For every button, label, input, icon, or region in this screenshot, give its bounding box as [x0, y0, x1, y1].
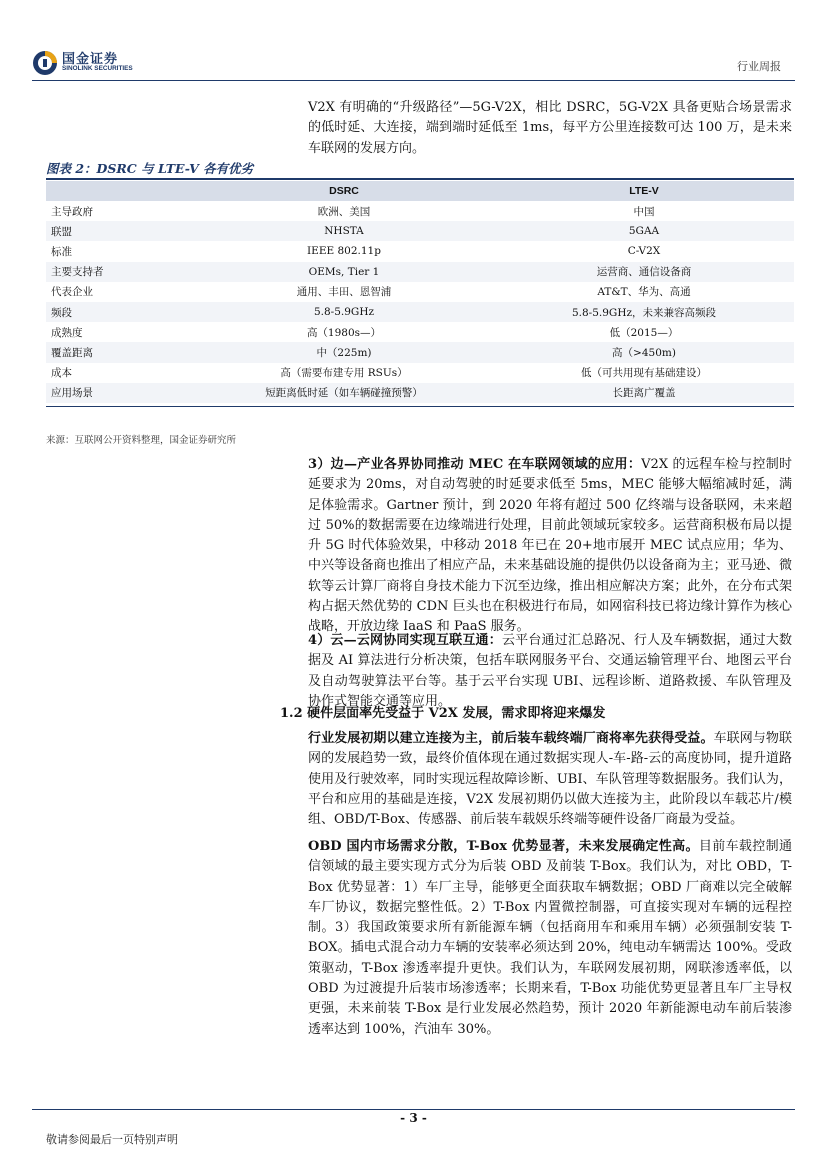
row-label-cell: 标准 — [51, 245, 72, 258]
ltev-cell: 运营商、通信设备商 — [494, 262, 794, 282]
paragraph-edge-mec — [308, 455, 792, 638]
section-heading: 1.2 硬件层面率先受益于 V2X 发展，需求即将迎来爆发 — [280, 706, 606, 721]
paragraph-lead: 3）边—产业各界协同推动 MEC 在车联网领域的应用： — [308, 457, 642, 472]
dsrc-cell: 高（1980s—） — [306, 326, 382, 339]
row-label-cell: 覆盖距离 — [46, 342, 194, 362]
paragraph-lead: 行业发展初期以建立连接为主，前后装车载终端厂商将率先获得受益。 — [308, 731, 714, 746]
ltev-cell: 中国 — [633, 205, 655, 218]
table-header-cell: DSRC — [194, 181, 494, 201]
header-divider — [32, 80, 795, 81]
table-row — [46, 221, 794, 241]
paragraph-cloud — [308, 631, 792, 712]
table-header-cell: LTE-V — [494, 181, 794, 201]
row-label-cell: 应用场景 — [46, 383, 194, 403]
paragraph-body: 云平台通过汇总路况、行人及车辆数据，通过大数据及 AI 算法进行分析决策，包括车联网服务平台、交通运输管理平台、地图云平台及自动驾驶算法平台等。基于云平台实现 UBI、远程诊断、道路救援、车队管理及协作式智能交通等应用。 — [308, 633, 792, 709]
dsrc-cell: 短距离低时延（如车辆碰撞预警） — [194, 383, 494, 403]
ltev-cell: 低（2015—） — [609, 326, 679, 339]
figure-top-rule — [46, 178, 794, 180]
figure-source: 来源：互联网公开资料整理，国金证券研究所 — [46, 435, 237, 446]
paragraph-lead: 4）云—云网协同实现互联互通： — [308, 633, 502, 648]
intro-paragraph: V2X 有明确的“升级路径”—5G-V2X，相比 DSRC，5G-V2X 具备更贴合场景需求的低时延、大连接，端到端时延低至 1ms，每平方公里连接数可达 100 万，是未来车联网的发展方向。 — [308, 100, 792, 156]
footer-divider — [32, 1109, 795, 1110]
ltev-cell: AT&T、华为、高通 — [597, 286, 691, 299]
paragraph-hardware — [308, 729, 792, 830]
page-header — [0, 0, 827, 84]
dsrc-cell: OEMs, Tier 1 — [194, 262, 494, 282]
table-row — [46, 262, 794, 282]
dsrc-cell: IEEE 802.11p — [307, 245, 381, 258]
row-label-cell: 成本 — [51, 367, 72, 380]
table-row — [46, 282, 794, 302]
row-label-cell: 频段 — [46, 302, 194, 322]
ltev-cell: 5GAA — [494, 221, 794, 241]
row-label-cell: 成熟度 — [51, 326, 83, 339]
report-type-label: 行业周报 — [737, 60, 781, 73]
paragraph-lead: OBD 国内市场需求分散，T-Box 优势显著，未来发展确定性高。 — [308, 839, 699, 854]
table-header-cell — [46, 181, 194, 201]
dsrc-cell: 中（225m) — [194, 342, 494, 362]
table-row — [46, 383, 794, 403]
dsrc-cell: 高（需要布建专用 RSUs） — [280, 367, 408, 380]
dsrc-cell: NHSTA — [194, 221, 494, 241]
paragraph-body: 目前车载控制通信领域的最主要实现方式分为后装 OBD 及前装 T-Box。我们认为，对比 OBD，T-Box 优势显著：1）车厂主导，能够更全面获取车辆数据；OBD 厂商难以完全破解车厂协议，数据完整性低。2）T-Box 内置微控制器，可直接实现对车辆的远程控制。3）我国政策要求所有新能源车辆（包括商用车和乘用车辆）必须强制安装 T-BOX。插电式混合动力车辆的安装率必须达到 20%，纯电动车辆需达 100%。受政策驱动，T-Box 渗透率提升更快。我们认为，车联网发展初期，网联渗透率低，以 OBD 为过渡提升后装市场渗透率；长期来看，T-Box 功能优势更显著且车厂主导权更强，未来前装 T-Box 是行业发展必然趋势，预计 2020 年新能源电动车前后装渗透率达到 100%，汽油车 30%。 — [308, 839, 792, 1037]
table-row — [46, 302, 794, 322]
ltev-cell: 高（>450m) — [494, 342, 794, 362]
page-number: - 3 - — [400, 1111, 427, 1125]
dsrc-cell: 通用、丰田、恩智浦 — [296, 286, 392, 299]
ltev-cell: 5.8-5.9GHz，未来兼容高频段 — [494, 302, 794, 322]
footer-disclaimer: 敬请参阅最后一页特别声明 — [46, 1133, 178, 1146]
table-row — [46, 363, 794, 383]
figure-title: 图表 2：DSRC 与 LTE-V 各有优劣 — [46, 161, 254, 176]
paragraph-obd-tbox — [308, 837, 792, 1040]
table-row — [46, 241, 794, 261]
dsrc-cell: 5.8-5.9GHz — [194, 302, 494, 322]
row-label-cell: 主要支持者 — [46, 262, 194, 282]
row-label-cell: 代表企业 — [51, 286, 93, 299]
dsrc-cell: 欧洲、美国 — [317, 205, 371, 218]
ltev-cell: C-V2X — [627, 245, 661, 258]
table-row — [46, 342, 794, 362]
logo-chinese-name: 国金证券 — [62, 52, 119, 67]
paragraph-body: 车联网与物联网的发展趋势一致，最终价值体现在通过数据实现人-车-路-云的高度协同，提升道路使用及行驶效率，同时实现远程故障诊断、UBI、车队管理等数据服务。我们认为，平台和应用的基础是连接，V2X 发展初期仍以做大连接为主，此阶段以车载芯片/模组、OBD/T-Box、传感器、前后装车载娱乐终端等硬件设备厂商最为受益。 — [308, 731, 792, 828]
ltev-cell: 低（可共用现有基础建设） — [581, 367, 707, 380]
figure-bottom-rule — [46, 406, 794, 407]
ltev-cell: 长距离广覆盖 — [494, 383, 794, 403]
company-logo — [32, 48, 150, 76]
logo-english-name: SINOLINK SECURITIES — [62, 65, 133, 72]
row-label-cell: 主导政府 — [51, 205, 93, 218]
table-row — [46, 322, 794, 342]
paragraph-body: V2X 的远程车检与控制时延要求为 20ms，对自动驾驶的时延要求低至 5ms，MEC 能够大幅缩减时延，满足体验需求。Gartner 预计，到 2020 年将有超过 500 亿终端与设备联网，未来超过 50%的数据需要在边缘端进行处理，目前此领域玩家较多。运营商积极布局以提升 5G 时代体验效果，中移动 2018 年已在 20+地市展开 MEC 试点应用；华为、中兴等设备商也推出了相应产品，未来基础设施的提供仍以设备商为主；亚马逊、微软等云计算厂商将自身技术能力下沉至边缘，推出相应解决方案；此外，在分布式架构占据天然优势的 CDN 巨头也在积极进行布局，如网宿科技已将边缘计算作为核心战略，开放边缘 IaaS 和 PaaS 服务。 — [308, 457, 793, 635]
table-row — [46, 201, 794, 221]
row-label-cell: 联盟 — [46, 221, 194, 241]
table-header-row — [46, 181, 794, 201]
comparison-table — [46, 181, 794, 403]
logo-mark-icon — [32, 50, 58, 76]
